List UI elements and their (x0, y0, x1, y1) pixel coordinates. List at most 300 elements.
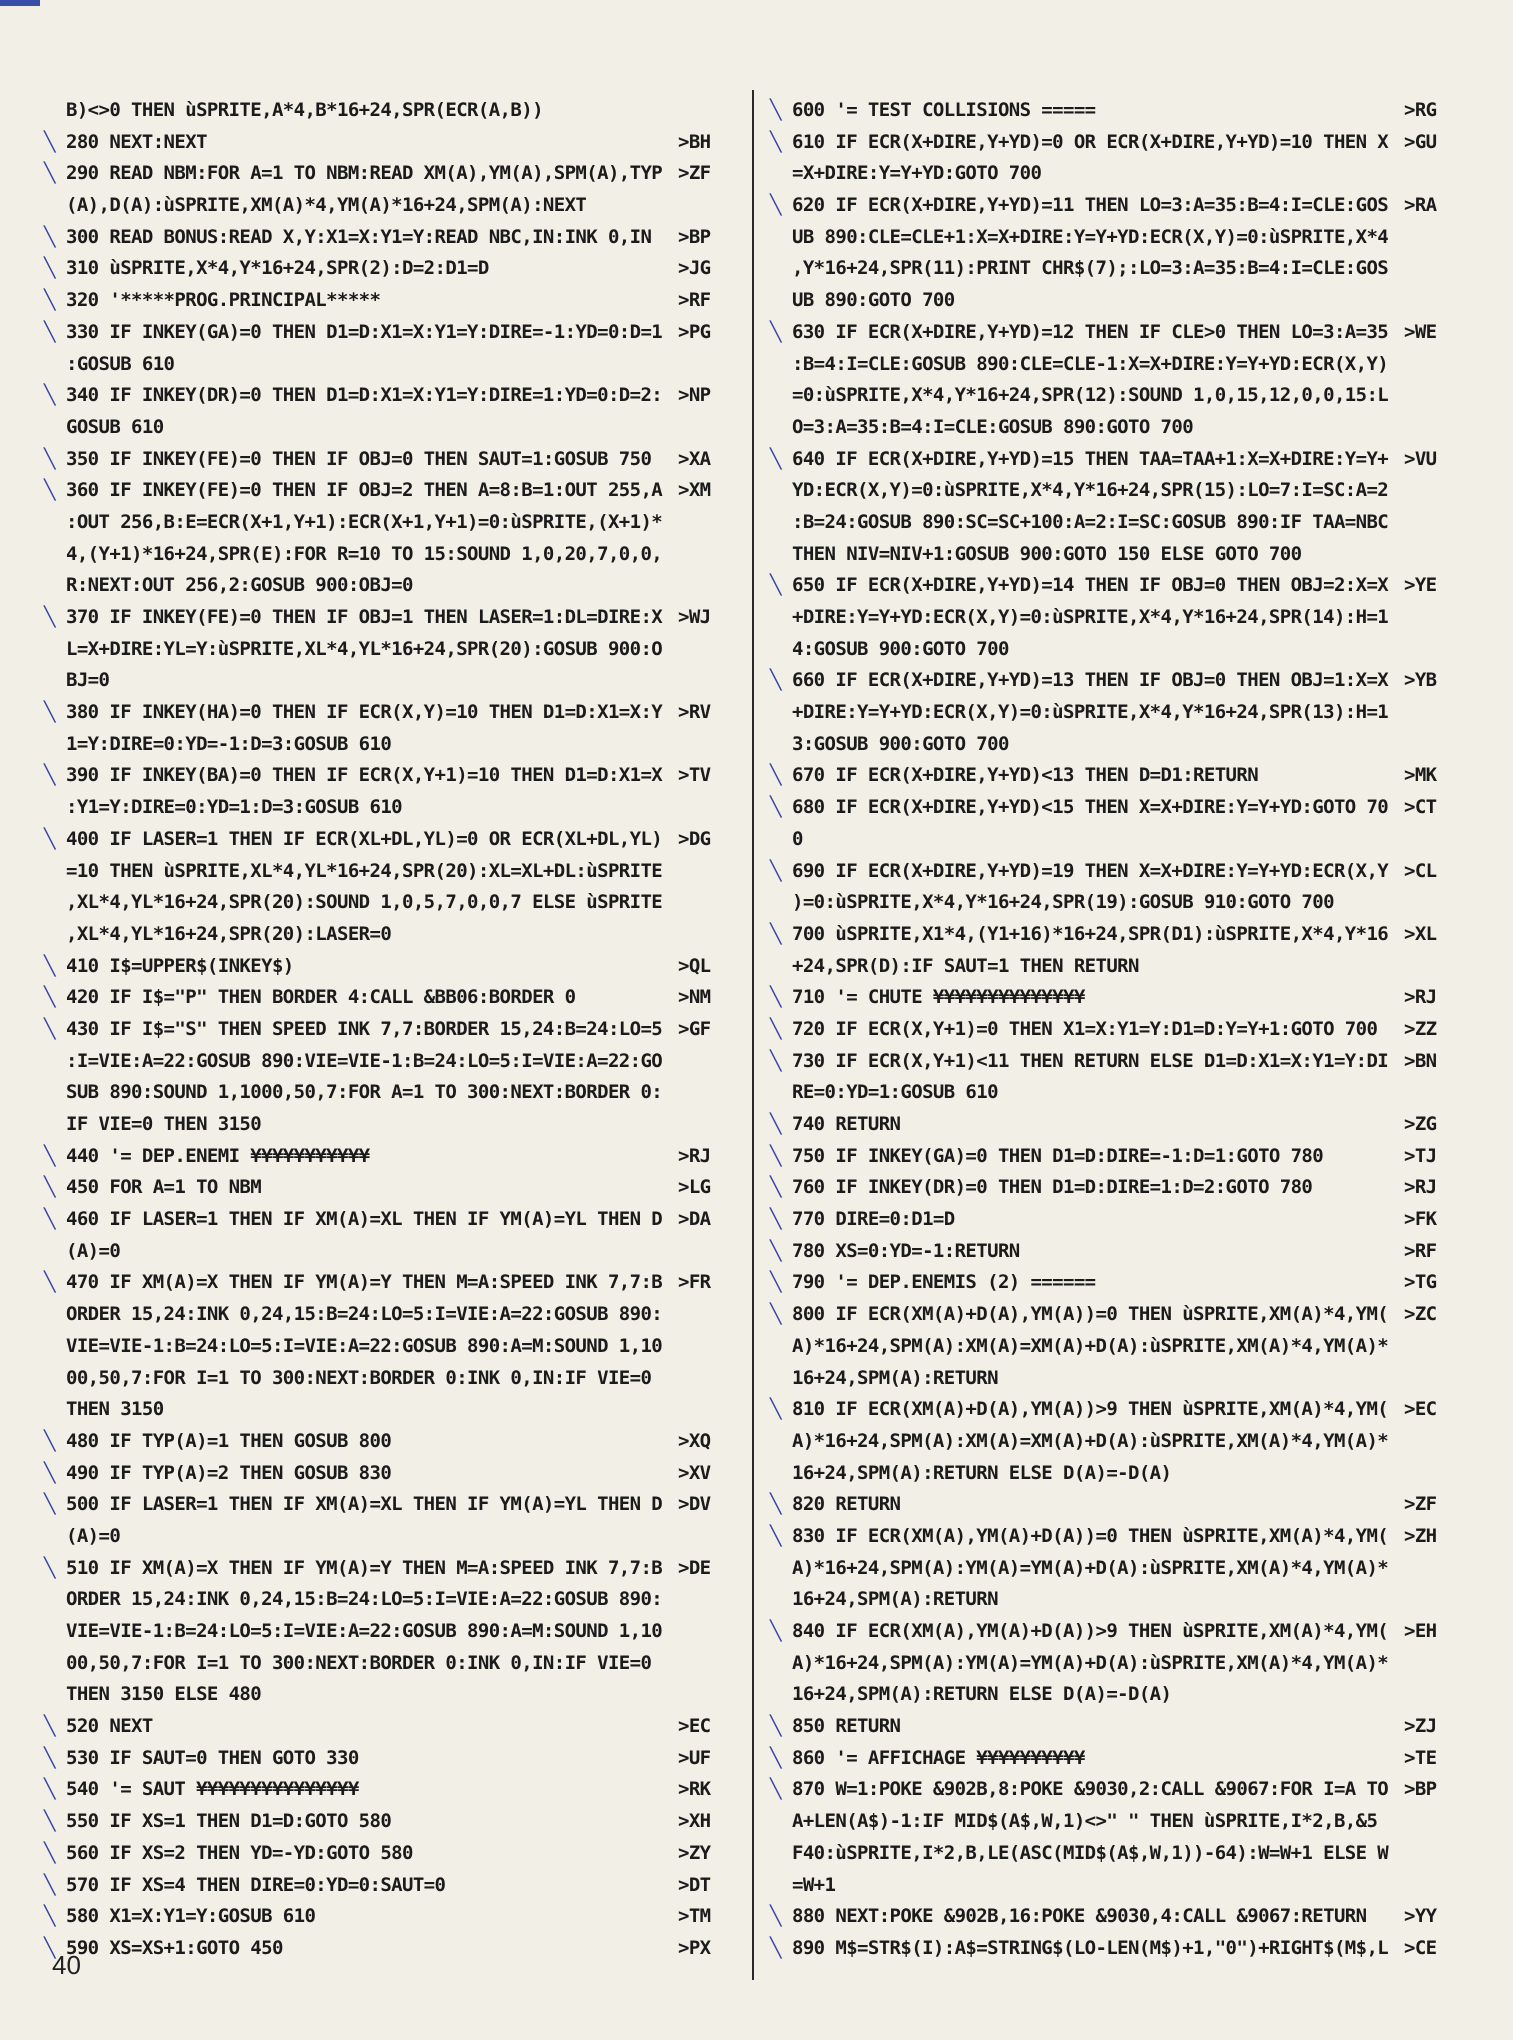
checksum: >BP (678, 225, 711, 248)
pen-mark-icon: ╲ (770, 1208, 781, 1231)
checksum: >RF (678, 289, 711, 312)
checksum (678, 412, 734, 444)
code-line (770, 634, 1460, 666)
checksum: >ZF (1404, 1493, 1437, 1516)
code-line (770, 444, 1460, 476)
checksum (1404, 1077, 1460, 1109)
pen-mark-icon (770, 507, 792, 539)
code-text: 400 IF LASER=1 THEN IF ECR(XL+DL,YL)=0 OR ECR(XL+DL,YL) (66, 827, 663, 850)
code-text: 710 '= CHUTE ¥¥¥¥¥¥¥¥¥¥¥¥¥¥ (792, 986, 1085, 1009)
pen-mark-icon (770, 1077, 792, 1109)
checksum (1404, 1838, 1460, 1870)
checksum: >XV (678, 1461, 711, 1484)
checksum: >ZZ (1404, 1017, 1437, 1040)
code-line (770, 824, 1460, 856)
code-line (44, 1331, 734, 1363)
code-line (770, 1553, 1460, 1585)
checksum: >BP (1404, 1778, 1437, 1801)
code-line (770, 1077, 1460, 1109)
code-line (44, 1489, 734, 1521)
code-line (44, 95, 734, 127)
checksum (678, 1331, 734, 1363)
code-text: 420 IF I$="P" THEN BORDER 4:CALL &BB06:BORDER 0 (66, 986, 576, 1009)
code-text: 790 '= DEP.ENEMIS (2) ====== (792, 1271, 1096, 1294)
checksum: >DE (678, 1556, 711, 1579)
code-line (770, 729, 1460, 761)
checksum: >BH (678, 130, 711, 153)
checksum (678, 1394, 734, 1426)
pen-mark-icon (44, 919, 66, 951)
code-text: 470 IF XM(A)=X THEN IF YM(A)=Y THEN M=A:SPEED INK 7,7:B (66, 1271, 663, 1294)
checksum: >ZC (1404, 1303, 1437, 1326)
code-line (770, 412, 1460, 444)
code-line (44, 1901, 734, 1933)
checksum: >JG (678, 257, 711, 280)
code-text: 00,50,7:FOR I=1 TO 300:NEXT:BORDER 0:INK 0,IN:IF VIE=0 (66, 1651, 652, 1674)
pen-mark-icon: ╲ (44, 986, 55, 1009)
code-text: )=0:ùSPRITE,X*4,Y*16+24,SPR(19):GOSUB 910:GOTO 700 (792, 891, 1334, 914)
code-text: 490 IF TYP(A)=2 THEN GOSUB 830 (66, 1461, 392, 1484)
pen-mark-icon (770, 222, 792, 254)
checksum (1404, 475, 1460, 507)
pen-mark-icon: ╲ (770, 1524, 781, 1547)
checksum (1404, 729, 1460, 761)
code-line (770, 95, 1460, 127)
pen-mark-icon (770, 1426, 792, 1458)
code-text: ORDER 15,24:INK 0,24,15:B=24:LO=5:I=VIE:A=22:GOSUB 890: (66, 1588, 663, 1611)
checksum: >DG (678, 827, 711, 850)
pen-mark-icon: ╲ (44, 1493, 55, 1516)
code-line (770, 349, 1460, 381)
pen-mark-icon: ╲ (44, 827, 55, 850)
checksum (1404, 1363, 1460, 1395)
code-text: 640 IF ECR(X+DIRE,Y+YD)=15 THEN TAA=TAA+1:X=X+DIRE:Y=Y+ (792, 447, 1389, 470)
checksum: >CT (1404, 796, 1437, 819)
checksum: >NP (678, 384, 711, 407)
pen-mark-icon (44, 1521, 66, 1553)
pen-mark-icon (770, 1806, 792, 1838)
code-line (44, 1616, 734, 1648)
code-line (770, 1616, 1460, 1648)
pen-mark-icon (770, 1363, 792, 1395)
checksum: >GU (1404, 130, 1437, 153)
code-line (44, 792, 734, 824)
pen-mark-icon (770, 1553, 792, 1585)
checksum (678, 634, 734, 666)
checksum: >NM (678, 986, 711, 1009)
code-line (770, 253, 1460, 285)
code-text: 500 IF LASER=1 THEN IF XM(A)=XL THEN IF YM(A)=YL THEN D (66, 1493, 663, 1516)
code-line (770, 1774, 1460, 1806)
checksum: >ZH (1404, 1524, 1437, 1547)
code-text: 620 IF ECR(X+DIRE,Y+YD)=11 THEN LO=3:A=35:B=4:I=CLE:GOS (792, 194, 1389, 217)
pen-mark-icon (770, 380, 792, 412)
pen-mark-icon: ╲ (770, 1144, 781, 1167)
code-text: 520 NEXT (66, 1715, 153, 1738)
code-line (770, 1267, 1460, 1299)
pen-mark-icon: ╲ (44, 1556, 55, 1579)
checksum (678, 665, 734, 697)
pen-mark-icon: ╲ (770, 1239, 781, 1262)
code-line (44, 665, 734, 697)
code-line (770, 1204, 1460, 1236)
checksum: >ZG (1404, 1113, 1437, 1135)
checksum (678, 1109, 734, 1141)
code-text: THEN NIV=NIV+1:GOSUB 900:GOTO 150 ELSE GOTO 700 (792, 542, 1302, 565)
code-text: 600 '= TEST COLLISIONS ===== (792, 99, 1096, 121)
pen-mark-icon: ╲ (770, 1271, 781, 1294)
pen-mark-icon (770, 285, 792, 317)
checksum: >FR (678, 1271, 711, 1294)
code-text: VIE=VIE-1:B=24:LO=5:I=VIE:A=22:GOSUB 890:A=M:SOUND 1,10 (66, 1620, 663, 1642)
checksum: >TM (678, 1905, 711, 1928)
pen-mark-icon (44, 1394, 66, 1426)
code-text: 16+24,SPM(A):RETURN (792, 1588, 998, 1611)
code-line (770, 1236, 1460, 1268)
code-line (44, 1933, 734, 1965)
code-line (770, 222, 1460, 254)
code-line (44, 412, 734, 444)
checksum: >FK (1404, 1208, 1437, 1231)
code-text: :GOSUB 610 (66, 352, 175, 375)
checksum: >EH (1404, 1620, 1437, 1642)
code-line (770, 665, 1460, 697)
code-text: 16+24,SPM(A):RETURN (792, 1366, 998, 1389)
checksum: >PX (678, 1936, 711, 1959)
code-text: 720 IF ECR(X,Y+1)=0 THEN X1=X:Y1=Y:D1=D:Y=Y+1:GOTO 700 (792, 1017, 1378, 1040)
checksum (1404, 539, 1460, 571)
pen-mark-icon: ╲ (770, 1746, 781, 1769)
checksum (1404, 697, 1460, 729)
code-line (770, 158, 1460, 190)
code-line (44, 1711, 734, 1743)
checksum (1404, 222, 1460, 254)
pen-mark-icon (770, 349, 792, 381)
code-text: 860 '= AFFICHAGE ¥¥¥¥¥¥¥¥¥¥ (792, 1746, 1085, 1769)
checksum: >LG (678, 1176, 711, 1199)
pen-mark-icon: ╲ (770, 574, 781, 597)
code-text: UB 890:CLE=CLE+1:X=X+DIRE:Y=Y+YD:ECR(X,Y)=0:ùSPRITE,X*4 (792, 225, 1389, 248)
pen-mark-icon (770, 253, 792, 285)
code-text: 16+24,SPM(A):RETURN ELSE D(A)=-D(A) (792, 1683, 1172, 1706)
code-line (44, 602, 734, 634)
code-line (770, 1933, 1460, 1965)
pen-mark-icon (44, 95, 66, 127)
checksum: >TV (678, 764, 711, 787)
pen-mark-icon (770, 824, 792, 856)
pen-mark-icon: ╲ (770, 796, 781, 819)
checksum: >RG (1404, 99, 1437, 121)
pen-mark-icon (44, 665, 66, 697)
pen-mark-icon (770, 729, 792, 761)
pen-mark-icon: ╲ (770, 99, 781, 121)
checksum: >YB (1404, 669, 1437, 692)
code-text: A)*16+24,SPM(A):XM(A)=XM(A)+D(A):ùSPRITE,XM(A)*4,YM(A)* (792, 1429, 1389, 1452)
code-text: 570 IF XS=4 THEN DIRE=0:YD=0:SAUT=0 (66, 1873, 446, 1896)
code-line (770, 1141, 1460, 1173)
pen-mark-icon (770, 1584, 792, 1616)
pen-mark-icon (44, 190, 66, 222)
code-line (770, 1838, 1460, 1870)
pen-mark-icon: ╲ (44, 1461, 55, 1484)
checksum: >DV (678, 1493, 711, 1516)
code-line (44, 951, 734, 983)
pen-mark-icon: ╲ (770, 1905, 781, 1928)
code-text: 630 IF ECR(X+DIRE,Y+YD)=12 THEN IF CLE>0 THEN LO=3:A=35 (792, 320, 1389, 343)
checksum: >CE (1404, 1936, 1437, 1959)
code-text: 430 IF I$="S" THEN SPEED INK 7,7:BORDER 15,24:B=24:LO=5 (66, 1017, 663, 1040)
top-edge-mark (0, 0, 40, 6)
checksum: >RV (678, 701, 711, 724)
code-text: :B=4:I=CLE:GOSUB 890:CLE=CLE-1:X=X+DIRE:Y=Y+YD:ECR(X,Y) (792, 352, 1389, 375)
code-text: =W+1 (792, 1873, 836, 1896)
pen-mark-icon: ╲ (44, 479, 55, 502)
code-text: 690 IF ECR(X+DIRE,Y+YD)=19 THEN X=X+DIRE:Y=Y+YD:ECR(X,Y (792, 859, 1389, 882)
pen-mark-icon (44, 507, 66, 539)
code-line (44, 285, 734, 317)
code-text: 780 XS=0:YD=-1:RETURN (792, 1239, 1020, 1262)
checksum (678, 856, 734, 888)
code-line (770, 570, 1460, 602)
code-text: =10 THEN ùSPRITE,XL*4,YL*16+24,SPR(20):XL=XL+DL:ùSPRITE (66, 859, 663, 882)
code-line (44, 1648, 734, 1680)
checksum (1404, 380, 1460, 412)
code-line (770, 856, 1460, 888)
checksum (1404, 1648, 1460, 1680)
code-text: A+LEN(A$)-1:IF MID$(A$,W,1)<>" " THEN ùSPRITE,I*2,B,&5 (792, 1810, 1378, 1833)
pen-mark-icon (770, 412, 792, 444)
checksum (1404, 1553, 1460, 1585)
code-text: O=3:A=35:B=4:I=CLE:GOSUB 890:GOTO 700 (792, 415, 1194, 438)
code-text: 740 RETURN (792, 1113, 901, 1135)
pen-mark-icon: ╲ (44, 1905, 55, 1928)
code-line (770, 1299, 1460, 1331)
code-text: +DIRE:Y=Y+YD:ECR(X,Y)=0:ùSPRITE,X*4,Y*16+24,SPR(14):H=1 (792, 606, 1389, 628)
pen-mark-icon (44, 729, 66, 761)
pen-mark-icon (770, 158, 792, 190)
code-line (44, 1679, 734, 1711)
code-text: 760 IF INKEY(DR)=0 THEN D1=D:DIRE=1:D=2:GOTO 780 (792, 1176, 1313, 1199)
code-line (44, 127, 734, 159)
checksum (678, 919, 734, 951)
pen-mark-icon (44, 1584, 66, 1616)
checksum (1404, 824, 1460, 856)
pen-mark-icon: ╲ (44, 1208, 55, 1231)
code-text: 300 READ BONUS:READ X,Y:X1=X:Y1=Y:READ NBC,IN:INK 0,IN (66, 225, 652, 248)
checksum (678, 1299, 734, 1331)
page-number: 40 (52, 1950, 81, 1980)
code-line (44, 697, 734, 729)
code-text: YD:ECR(X,Y)=0:ùSPRITE,X*4,Y*16+24,SPR(15):LO=7:I=SC:A=2 (792, 479, 1389, 502)
checksum (1404, 1679, 1460, 1711)
code-line (44, 253, 734, 285)
code-line (770, 1806, 1460, 1838)
checksum: >GF (678, 1017, 711, 1040)
pen-mark-icon: ╲ (44, 1873, 55, 1896)
code-text: 580 X1=X:Y1=Y:GOSUB 610 (66, 1905, 316, 1928)
checksum: >YE (1404, 574, 1437, 597)
code-line (770, 190, 1460, 222)
pen-mark-icon (770, 634, 792, 666)
pen-mark-icon: ╲ (770, 1778, 781, 1801)
checksum: >ZY (678, 1841, 711, 1864)
checksum: >RF (1404, 1239, 1437, 1262)
pen-mark-icon (44, 412, 66, 444)
code-line (44, 1426, 734, 1458)
checksum (678, 507, 734, 539)
code-line (44, 444, 734, 476)
pen-mark-icon (770, 1331, 792, 1363)
code-line (770, 1584, 1460, 1616)
code-line (44, 1236, 734, 1268)
code-line (770, 697, 1460, 729)
code-text: 540 '= SAUT ¥¥¥¥¥¥¥¥¥¥¥¥¥¥¥ (66, 1778, 359, 1801)
pen-mark-icon (44, 1679, 66, 1711)
checksum: >EC (1404, 1398, 1437, 1421)
code-text: 510 IF XM(A)=X THEN IF YM(A)=Y THEN M=A:SPEED INK 7,7:B (66, 1556, 663, 1579)
code-line (44, 760, 734, 792)
pen-mark-icon: ╲ (44, 954, 55, 977)
checksum (1404, 1584, 1460, 1616)
code-text: F40:ùSPRITE,I*2,B,LE(ASC(MID$(A$,W,1))-64):W=W+1 ELSE W (792, 1841, 1389, 1864)
code-text: 700 ùSPRITE,X1*4,(Y1+16)*16+24,SPR(D1):ùSPRITE,X*4,Y*16 (792, 922, 1389, 945)
code-text: 870 W=1:POKE &902B,8:POKE &9030,2:CALL &9067:FOR I=A TO (792, 1778, 1389, 1801)
code-text: 840 IF ECR(XM(A),YM(A)+D(A))>9 THEN ùSPRITE,XM(A)*4,YM( (792, 1620, 1389, 1642)
code-line (770, 1109, 1460, 1141)
code-line (770, 1489, 1460, 1521)
checksum (678, 1363, 734, 1395)
code-line (770, 1363, 1460, 1395)
checksum (1404, 285, 1460, 317)
checksum: >TG (1404, 1271, 1437, 1294)
code-line (770, 507, 1460, 539)
checksum: >XL (1404, 922, 1437, 945)
pen-mark-icon: ╲ (44, 162, 55, 185)
code-line (44, 158, 734, 190)
code-line (44, 1046, 734, 1078)
checksum: >QL (678, 954, 711, 977)
code-text: 0 (792, 827, 803, 850)
checksum (1404, 507, 1460, 539)
code-line (770, 1711, 1460, 1743)
pen-mark-icon: ╲ (770, 1049, 781, 1072)
code-text: 4,(Y+1)*16+24,SPR(E):FOR R=10 TO 15:SOUND 1,0,20,7,0,0, (66, 542, 663, 565)
listing-column-right (770, 95, 1460, 1965)
code-line (770, 760, 1460, 792)
code-text: 380 IF INKEY(HA)=0 THEN IF ECR(X,Y)=10 THEN D1=D:X1=X:Y (66, 701, 663, 724)
checksum (1404, 887, 1460, 919)
code-line (44, 887, 734, 919)
pen-mark-icon: ╲ (44, 1841, 55, 1864)
pen-mark-icon: ╲ (44, 1810, 55, 1833)
code-text: 550 IF XS=1 THEN D1=D:GOTO 580 (66, 1810, 392, 1833)
checksum: >CL (1404, 859, 1437, 882)
pen-mark-icon (44, 856, 66, 888)
code-text: 680 IF ECR(X+DIRE,Y+YD)<15 THEN X=X+DIRE:Y=Y+YD:GOTO 70 (792, 796, 1389, 819)
pen-mark-icon (770, 887, 792, 919)
checksum: >DT (678, 1873, 711, 1896)
code-text: (A)=0 (66, 1524, 121, 1547)
code-text: B)<>0 THEN ùSPRITE,A*4,B*16+24,SPR(ECR(A,B)) (66, 99, 543, 121)
code-line (770, 1426, 1460, 1458)
pen-mark-icon: ╲ (770, 194, 781, 217)
code-line (44, 1109, 734, 1141)
checksum: >DA (678, 1208, 711, 1231)
pen-mark-icon: ╲ (44, 1715, 55, 1738)
code-line (770, 919, 1460, 951)
pen-mark-icon (44, 570, 66, 602)
code-line (770, 792, 1460, 824)
pen-mark-icon: ╲ (44, 1936, 55, 1959)
code-text: 830 IF ECR(XM(A),YM(A)+D(A))=0 THEN ùSPRITE,XM(A)*4,YM( (792, 1524, 1389, 1547)
pen-mark-icon: ╲ (44, 320, 55, 343)
checksum (1404, 1458, 1460, 1490)
pen-mark-icon: ╲ (44, 701, 55, 724)
pen-mark-icon: ╲ (770, 922, 781, 945)
pen-mark-icon: ╲ (770, 1493, 781, 1516)
checksum (678, 570, 734, 602)
code-line (770, 951, 1460, 983)
code-text: 650 IF ECR(X+DIRE,Y+YD)=14 THEN IF OBJ=0 THEN OBJ=2:X=X (792, 574, 1389, 597)
code-text: :OUT 256,B:E=ECR(X+1,Y+1):ECR(X+1,Y+1)=0:ùSPRITE,(X+1)* (66, 510, 663, 533)
checksum (1404, 1806, 1460, 1838)
pen-mark-icon (44, 792, 66, 824)
pen-mark-icon (770, 697, 792, 729)
code-text: A)*16+24,SPM(A):XM(A)=XM(A)+D(A):ùSPRITE,XM(A)*4,YM(A)* (792, 1334, 1389, 1357)
checksum (678, 1077, 734, 1109)
code-text: 280 NEXT:NEXT (66, 130, 207, 153)
pen-mark-icon: ╲ (770, 447, 781, 470)
code-text: :Y1=Y:DIRE=0:YD=1:D=3:GOSUB 610 (66, 796, 403, 819)
checksum: >XA (678, 447, 711, 470)
checksum (678, 1584, 734, 1616)
pen-mark-icon: ╲ (44, 384, 55, 407)
code-text: A)*16+24,SPM(A):YM(A)=YM(A)+D(A):ùSPRITE,XM(A)*4,YM(A)* (792, 1651, 1389, 1674)
checksum: >RJ (1404, 986, 1437, 1009)
checksum: >EC (678, 1715, 711, 1738)
code-text: 350 IF INKEY(FE)=0 THEN IF OBJ=0 THEN SAUT=1:GOSUB 750 (66, 447, 652, 470)
code-text: 460 IF LASER=1 THEN IF XM(A)=XL THEN IF YM(A)=YL THEN D (66, 1208, 663, 1231)
checksum (1404, 951, 1460, 983)
code-line (44, 1267, 734, 1299)
pen-mark-icon (44, 539, 66, 571)
code-line (44, 1299, 734, 1331)
code-text: 730 IF ECR(X,Y+1)<11 THEN RETURN ELSE D1=D:X1=X:Y1=Y:DI (792, 1049, 1389, 1072)
code-line (770, 982, 1460, 1014)
code-text: THEN 3150 (66, 1398, 164, 1421)
code-text: GOSUB 610 (66, 415, 164, 438)
code-line (44, 856, 734, 888)
checksum: >XM (678, 479, 711, 502)
pen-mark-icon (44, 1077, 66, 1109)
pen-mark-icon: ╲ (44, 1778, 55, 1801)
checksum: >WJ (678, 606, 711, 628)
code-text: ORDER 15,24:INK 0,24,15:B=24:LO=5:I=VIE:A=22:GOSUB 890: (66, 1303, 663, 1326)
pen-mark-icon: ╲ (44, 1017, 55, 1040)
pen-mark-icon (44, 1046, 66, 1078)
code-text: 370 IF INKEY(FE)=0 THEN IF OBJ=1 THEN LASER=1:DL=DIRE:X (66, 606, 663, 628)
pen-mark-icon: ╲ (770, 1017, 781, 1040)
listing-column-left (44, 95, 734, 1965)
pen-mark-icon: ╲ (770, 669, 781, 692)
code-line (44, 380, 734, 412)
code-text: VIE=VIE-1:B=24:LO=5:I=VIE:A=22:GOSUB 890:A=M:SOUND 1,10 (66, 1334, 663, 1357)
code-text: 330 IF INKEY(GA)=0 THEN D1=D:X1=X:Y1=Y:DIRE=-1:YD=0:D=1 (66, 320, 663, 343)
code-line (770, 1743, 1460, 1775)
code-line (770, 285, 1460, 317)
code-text: 290 READ NBM:FOR A=1 TO NBM:READ XM(A),YM(A),SPM(A),TYP (66, 162, 663, 185)
code-line (44, 1553, 734, 1585)
